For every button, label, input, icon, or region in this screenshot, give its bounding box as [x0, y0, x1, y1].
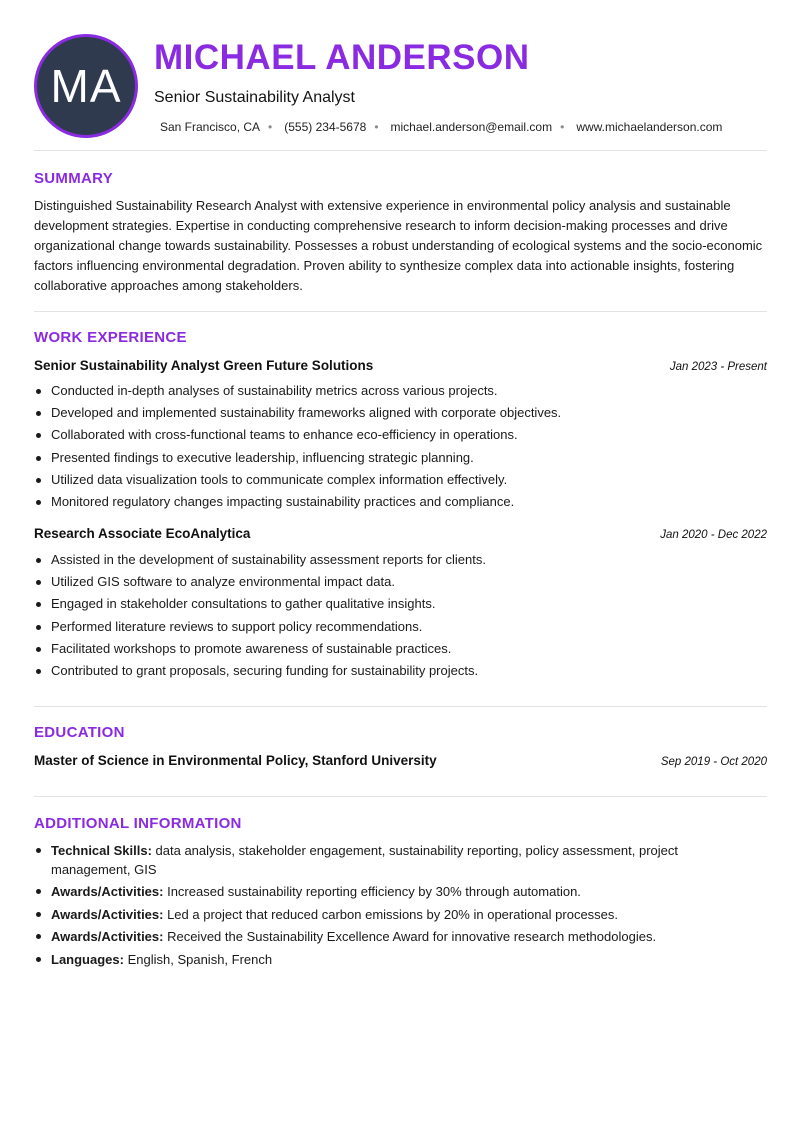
- list-item: Utilized GIS software to analyze environmental impact data.: [34, 571, 767, 593]
- list-item: [34, 950, 714, 969]
- item-text: English, Spanish, French: [123, 951, 273, 967]
- contact-website: www.michaelanderson.com: [576, 120, 723, 134]
- item-text: Led a project that reduced carbon emissions by 20% in operational processes.: [163, 906, 619, 922]
- job-header: [34, 526, 767, 541]
- education-heading: EDUCATION: [34, 724, 125, 741]
- avatar-initials: MA: [50, 60, 122, 112]
- contact-email: michael.anderson@email.com: [390, 120, 553, 134]
- summary-text: Distinguished Sustainability Research Analyst with extensive experience in environmental policy analysis and sustainable development strategies. Expertise in conducting comprehensive research to inform decision-making processes and drive organizational change towards sustainability. Possesses a robust understanding of ecological systems and the socio-economic factors influencing environmental degradation. Proven ability to synthesize complex data into actionable insights, fostering collaborative approaches among stakeholders.: [34, 198, 763, 293]
- candidate-name: MICHAEL ANDERSON: [154, 38, 530, 77]
- avatar: [34, 34, 138, 138]
- additional-info-list: [34, 841, 714, 972]
- contact-location: San Francisco, CA: [160, 120, 261, 134]
- education-entry: [34, 753, 767, 768]
- section-divider: [34, 796, 767, 797]
- list-item: [34, 927, 714, 946]
- education-dates: Sep 2019 - Oct 2020: [660, 756, 767, 768]
- item-label: Technical Skills:: [51, 843, 152, 858]
- job-dates: Jan 2020 - Dec 2022: [660, 529, 767, 541]
- dot-separator-icon: •: [268, 120, 273, 134]
- additional-info-heading: ADDITIONAL INFORMATION: [34, 815, 242, 832]
- section-divider: [34, 150, 767, 151]
- list-item: Presented findings to executive leadership, influencing strategic planning.: [34, 447, 767, 469]
- job-bullets: [34, 380, 767, 513]
- section-divider: [34, 706, 767, 707]
- list-item: Contributed to grant proposals, securing funding for sustainability projects.: [34, 660, 767, 682]
- experience-heading: WORK EXPERIENCE: [34, 329, 187, 346]
- item-label: Awards/Activities:: [51, 929, 164, 945]
- list-item: Monitored regulatory changes impacting sustainability practices and compliance.: [34, 491, 767, 513]
- list-item: [34, 841, 714, 879]
- item-text: data analysis, stakeholder engagement, sustainability reporting, policy assessment, project management, GIS: [51, 843, 678, 877]
- job-dates: Jan 2023 - Present: [669, 361, 767, 373]
- item-text: Increased sustainability reporting efficiency by 30% through automation.: [163, 884, 581, 900]
- list-item: Facilitated workshops to promote awareness of sustainable practices.: [34, 638, 767, 660]
- list-item: Utilized data visualization tools to communicate complex information effectively.: [34, 469, 767, 491]
- contact-phone: (555) 234-5678: [284, 120, 367, 134]
- candidate-title: Senior Sustainability Analyst: [154, 89, 355, 106]
- education-degree: Master of Science in Environmental Policy, Stanford University: [34, 753, 437, 768]
- job-bullets: [34, 549, 767, 682]
- section-divider: [34, 311, 767, 312]
- item-label: Awards/Activities:: [51, 884, 164, 900]
- job-header: [34, 358, 767, 373]
- item-label: Languages:: [51, 951, 124, 967]
- dot-separator-icon: •: [374, 120, 379, 134]
- list-item: [34, 905, 714, 924]
- list-item: Developed and implemented sustainability frameworks aligned with corporate objectives.: [34, 402, 767, 424]
- list-item: Engaged in stakeholder consultations to gather qualitative insights.: [34, 593, 767, 615]
- job-role: Senior Sustainability Analyst Green Future Solutions: [34, 358, 374, 373]
- job-role: Research Associate EcoAnalytica: [34, 526, 251, 541]
- list-item: Assisted in the development of sustainability assessment reports for clients.: [34, 549, 767, 571]
- contact-info: [160, 120, 722, 134]
- dot-separator-icon: •: [560, 120, 565, 134]
- list-item: [34, 882, 714, 901]
- resume-header: [34, 34, 767, 138]
- list-item: Performed literature reviews to support policy recommendations.: [34, 616, 767, 638]
- summary-heading: SUMMARY: [34, 170, 114, 187]
- item-text: Received the Sustainability Excellence Award for innovative research methodologies.: [163, 929, 657, 945]
- list-item: Collaborated with cross-functional teams to enhance eco-efficiency in operations.: [34, 424, 767, 446]
- item-label: Awards/Activities:: [51, 906, 164, 922]
- list-item: Conducted in-depth analyses of sustainability metrics across various projects.: [34, 380, 767, 402]
